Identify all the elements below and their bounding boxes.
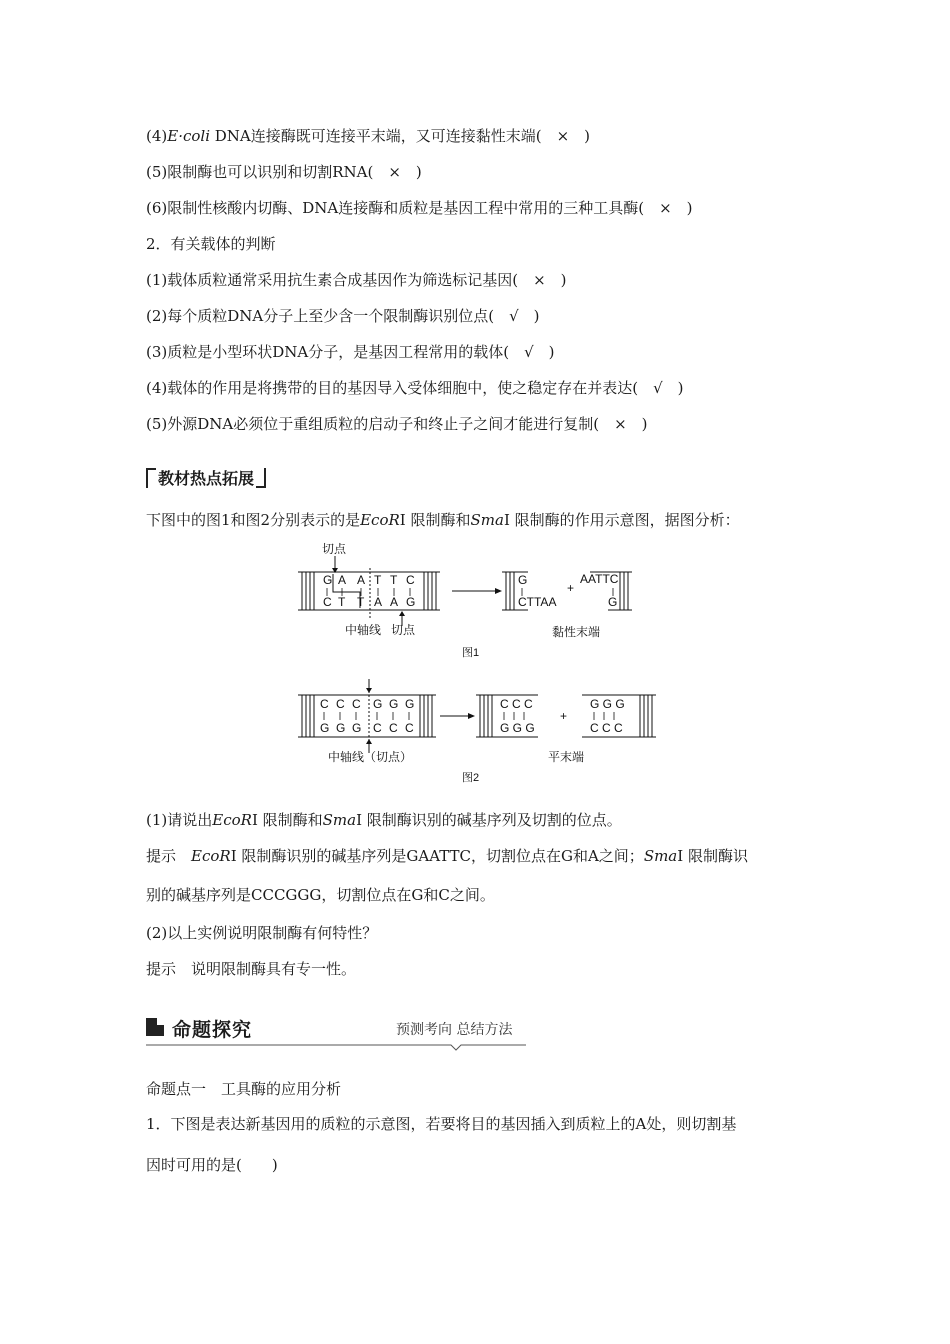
vector-item-4: (4)载体的作用是将携带的目的基因导入受体细胞中，使之稳定存在并表达( √ )	[146, 379, 684, 397]
judgment-item-4: (4)E·coli DNA连接酶既可连接平末端，又可连接黏性末端( × )	[146, 127, 591, 145]
fig2-top-base: C	[336, 697, 345, 711]
figure-2-smai	[290, 677, 670, 792]
vector-item-2: (2)每个质粒DNA分子上至少含一个限制酶识别位点( √ )	[146, 307, 540, 325]
fig1-bottom-base: A	[390, 595, 399, 609]
fig2-top-sequence	[320, 697, 414, 711]
fig1-caption: 图1	[462, 647, 480, 659]
fig1-right-top: AATTC	[580, 572, 619, 586]
exercise-1-line-2: 因时可用的是( )	[146, 1156, 278, 1174]
vector-item-3: (3)质粒是小型环状DNA分子，是基因工程常用的载体( √ )	[146, 343, 555, 361]
fig1-top-base: T	[390, 573, 398, 587]
fig1-left-top: G	[518, 573, 528, 587]
fig1-top-base: A	[357, 573, 366, 587]
fig1-sticky-end-label: 黏性末端	[552, 625, 601, 639]
fig2-left-bottom: G G G	[500, 721, 535, 735]
fig1-plus: +	[567, 581, 575, 595]
fig2-right-bottom: C C C	[590, 721, 623, 735]
fig1-top-base: C	[406, 573, 415, 587]
fig2-bottom-base: G	[336, 721, 346, 735]
fig2-bottom-base: C	[389, 721, 398, 735]
fig1-top-sequence	[323, 573, 415, 587]
fig1-bottom-base: G	[406, 595, 416, 609]
bracket-right-icon	[256, 468, 266, 488]
fig2-top-base: C	[352, 697, 361, 711]
fig2-bottom-base: G	[352, 721, 362, 735]
exercise-1-line-1: 1．下图是表达新基因用的质粒的示意图，若要将目的基因插入到质粒上的A处，则切割基	[146, 1115, 737, 1133]
fig2-plus: +	[560, 709, 568, 723]
arrow-icon	[468, 713, 475, 719]
fig2-top-base: G	[389, 697, 399, 711]
fig1-bottom-base: T	[357, 595, 365, 609]
fig1-bottom-base: A	[374, 595, 383, 609]
fig1-left-bottom: CTTAA	[518, 595, 557, 609]
intro-paragraph: 下图中的图1和图2分别表示的是EcoRⅠ 限制酶和SmaⅠ 限制酶的作用示意图，据图分析：	[146, 511, 740, 529]
fig2-bottom-sequence	[320, 721, 414, 735]
bracket-left-icon	[146, 468, 156, 488]
fig1-top-base: T	[374, 573, 382, 587]
hint-1: 提示 EcoRⅠ 限制酶识别的碱基序列是GAATTC，切割位点在G和A之间；SmaⅠ 限制酶识	[146, 847, 748, 865]
fig2-bottom-base: G	[320, 721, 330, 735]
hint-2: 提示 说明限制酶具有专一性。	[146, 960, 357, 978]
square-block-icon	[146, 1018, 164, 1036]
fig1-cut-label: 切点	[322, 542, 347, 556]
fig1-bottom-sequence	[323, 595, 415, 609]
section-header-proposition	[146, 1015, 526, 1049]
fig1-bottom-base: C	[323, 595, 332, 609]
arrow-icon	[495, 588, 502, 594]
question-2: (2)以上实例说明限制酶有何特性？	[146, 924, 378, 942]
fig1-top-base: A	[338, 573, 347, 587]
fig2-axis-label: 中轴线（切点）	[328, 750, 413, 764]
fig1-top-base: G	[323, 573, 333, 587]
fig2-caption: 图2	[462, 772, 480, 784]
fig1-axis-label: 中轴线	[345, 623, 382, 637]
fig2-bottom-base: C	[405, 721, 414, 735]
fig2-right-top: G G G	[590, 697, 625, 711]
fig2-top-base: G	[405, 697, 415, 711]
fig2-top-base: G	[373, 697, 383, 711]
section-title: 命题探究	[172, 1019, 253, 1041]
fig2-blunt-end-label: 平末端	[548, 750, 585, 764]
vector-item-5: (5)外源DNA必须位于重组质粒的启动子和终止子之间才能进行复制( × )	[146, 415, 648, 433]
fig2-left-top: C C C	[500, 697, 533, 711]
figure-1-ecori	[290, 540, 670, 665]
judgment-item-5: (5)限制酶也可以识别和切割RNA( × )	[146, 163, 422, 181]
section-tag: 教材热点拓展	[146, 466, 266, 488]
fig1-right-bottom: G	[608, 595, 618, 609]
fig1-cut-label-2: 切点	[391, 623, 416, 637]
judgment-item-6: (6)限制性核酸内切酶、DNA连接酶和质粒是基因工程中常用的三种工具酶( × )	[146, 199, 693, 217]
question-1: (1)请说出EcoRⅠ 限制酶和SmaⅠ 限制酶识别的碱基序列及切割的位点。	[146, 811, 622, 829]
fig2-top-base: C	[320, 697, 329, 711]
hint-1-continued: 别的碱基序列是CCCGGG，切割位点在G和C之间。	[146, 886, 495, 904]
section-subtitle: 预测考向 总结方法	[396, 1022, 513, 1038]
proposition-point-1: 命题点一 工具酶的应用分析	[146, 1080, 342, 1098]
section-rule	[146, 1043, 526, 1053]
fig1-bottom-base: T	[338, 595, 346, 609]
fig2-bottom-base: C	[373, 721, 382, 735]
vector-item-1: (1)载体质粒通常采用抗生素合成基因作为筛选标记基因( × )	[146, 271, 567, 289]
section-heading-vector: 2．有关载体的判断	[146, 235, 276, 253]
